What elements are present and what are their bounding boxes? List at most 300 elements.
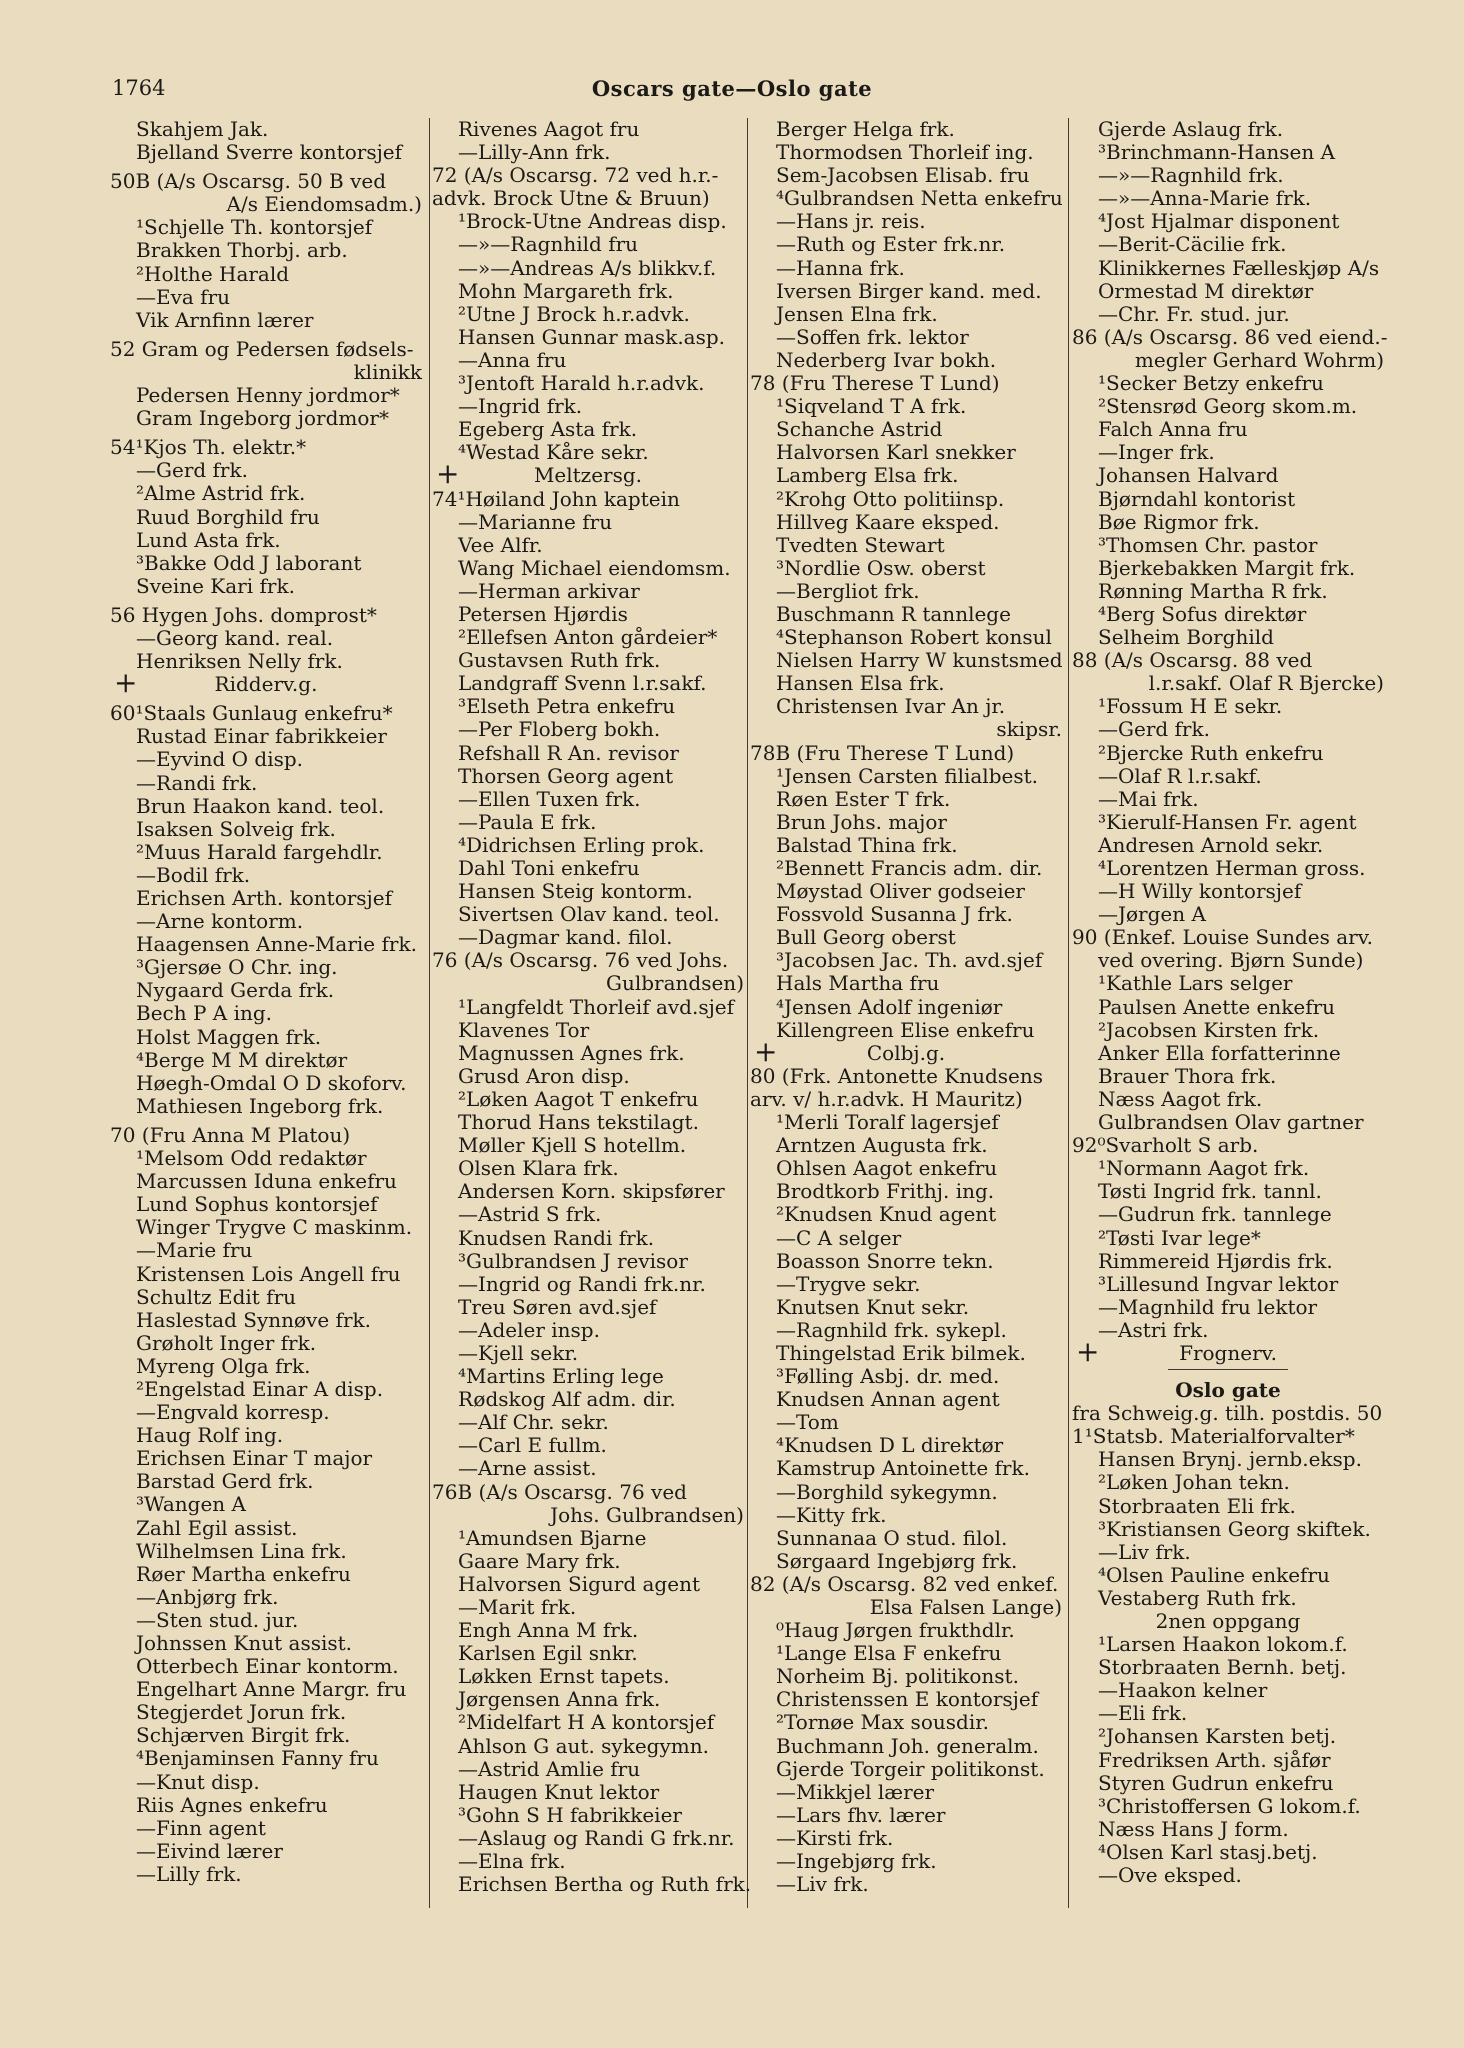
resident-entry: Bull Georg oberst	[776, 925, 956, 950]
resident-entry: Nederberg Ivar bokh.	[776, 347, 997, 372]
resident-entry: Brodtkorb Frithj. ing.	[776, 1179, 995, 1204]
resident-entry: Landgraff Svenn l.r.sakf.	[458, 671, 707, 696]
resident-entry: Balstad Thina frk.	[776, 832, 958, 857]
resident-entry: Paulsen Anette enkefru	[1098, 994, 1336, 1019]
resident-entry: Gram Ingeborg jordmor*	[136, 406, 389, 431]
cross-street: + Meltzersg.	[432, 464, 744, 487]
resident-entry: Christenssen E kontorsjef	[776, 1687, 1039, 1712]
resident-entry: ¹Larsen Haakon lokom.f.	[1098, 1632, 1348, 1657]
address-entry: 88 (A/s Oscarsg. 88 ved	[1072, 648, 1313, 673]
resident-entry: ²Bennett Francis adm. dir.	[776, 856, 1043, 880]
resident-entry: —Bodil frk.	[136, 862, 251, 887]
resident-entry: ³Kierulf-Hansen Fr. agent	[1098, 809, 1357, 834]
resident-entry: ²Tøsti Ivar lege*	[1098, 1225, 1261, 1250]
resident-entry: —Kjell sekr.	[458, 1340, 579, 1365]
resident-entry: —Arne assist.	[458, 1456, 597, 1481]
resident-entry: ⁴Westad Kåre sekr.	[458, 440, 649, 465]
resident-entry: Vik Arnfinn lærer	[136, 307, 314, 332]
resident-entry: Ahlson G aut. sykegymn.	[458, 1733, 709, 1758]
resident-entry: ³Christoffersen G lokom.f.	[1098, 1793, 1361, 1818]
resident-entry: —Soffen frk. lektor	[776, 324, 969, 349]
resident-entry: Rødskog Alf adm. dir.	[458, 1387, 676, 1412]
resident-entry: Mohn Margareth frk.	[458, 278, 674, 303]
resident-entry: ⁴Berge M M direktør	[136, 1047, 348, 1072]
resident-entry: Ruud Borghild fru	[136, 504, 320, 529]
resident-entry: —Berit-Cäcilie frk.	[1098, 232, 1287, 257]
resident-entry: Høegh-Omdal O D skoforv.	[136, 1070, 407, 1095]
resident-entry: Selheim Borghild	[1098, 625, 1274, 650]
resident-entry: —Haakon kelner	[1098, 1678, 1268, 1703]
address-entry: 70 (Fru Anna M Platou)	[110, 1122, 351, 1147]
resident-entry: ¹Secker Betzy enkefru	[1098, 371, 1324, 396]
resident-entry: Bjerkebakken Margit frk.	[1098, 555, 1356, 580]
resident-entry: ³Følling Asbj. dr. med.	[776, 1364, 1000, 1389]
resident-entry: Jensen Elna frk.	[776, 301, 938, 326]
column-divider	[429, 118, 430, 1908]
resident-entry: Holst Maggen frk.	[136, 1024, 322, 1049]
resident-entry: —Aslaug og Randi G frk.nr.	[458, 1825, 735, 1850]
resident-entry: —Bergliot frk.	[776, 578, 920, 603]
resident-entry: Kamstrup Antoinette frk.	[776, 1456, 1030, 1481]
resident-entry: ¹Schjelle Th. kontorsjef	[136, 215, 373, 240]
resident-entry: —Per Floberg bokh.	[458, 717, 661, 742]
resident-entry: ¹Merli Toralf lagersjef	[776, 1110, 999, 1135]
resident-entry: Egeberg Asta frk.	[458, 417, 638, 442]
resident-entry: —Ove eksped.	[1098, 1863, 1242, 1888]
resident-entry: Arntzen Augusta frk.	[776, 1133, 988, 1158]
column-divider	[1068, 118, 1069, 1908]
resident-entry: ⁴Didrichsen Erling prok.	[458, 832, 705, 857]
resident-entry: Hals Martha fru	[776, 971, 940, 996]
resident-entry: ²Muus Harald fargehdlr.	[136, 839, 383, 864]
resident-entry: ³Bakke Odd J laborant	[136, 550, 362, 575]
resident-entry: Næss Hans J form.	[1098, 1816, 1289, 1841]
resident-entry: Grøholt Inger frk.	[136, 1330, 317, 1355]
entry-continuation: Elsa Falsen Lange)	[869, 1595, 1062, 1619]
resident-entry: Haug Rolf ing.	[136, 1423, 284, 1448]
resident-entry: Møller Kjell S hotellm.	[458, 1133, 687, 1158]
resident-entry: —Hanna frk.	[776, 255, 905, 280]
resident-entry: Pedersen Henny jordmor*	[136, 383, 400, 408]
resident-entry: Brauer Thora frk.	[1098, 1063, 1277, 1088]
resident-entry: Klinikkernes Fælleskjøp A/s	[1098, 255, 1380, 280]
address-entry: fra Schweig.g. tilh. postdis. 50	[1072, 1401, 1383, 1426]
resident-entry: Halvorsen Karl snekker	[776, 440, 1016, 465]
resident-entry: Gjerde Aslaug frk.	[1098, 117, 1284, 141]
resident-entry: Barstad Gerd frk.	[136, 1469, 314, 1494]
resident-entry: —»—Ragnhild frk.	[1098, 163, 1284, 188]
resident-entry: —Alf Chr. sekr.	[458, 1410, 609, 1435]
resident-entry: —Marie fru	[136, 1238, 253, 1263]
resident-entry: —Finn agent	[136, 1815, 266, 1840]
resident-entry: —Engvald korresp.	[136, 1400, 330, 1425]
resident-entry: Klavenes Tor	[458, 1017, 590, 1042]
resident-entry: Killengreen Elise enkefru	[776, 1017, 1035, 1042]
resident-entry: —Eyvind O disp.	[136, 747, 304, 772]
entry-continuation: Johs. Gulbrandsen)	[550, 1502, 744, 1527]
address-entry: 76B (A/s Oscarsg. 76 ved	[432, 1479, 687, 1504]
resident-entry: ⁴Jensen Adolf ingeniør	[776, 994, 1003, 1019]
resident-entry: Norheim Bj. politikonst.	[776, 1664, 1019, 1689]
resident-entry: —Kirsti frk.	[776, 1825, 894, 1850]
resident-entry: —Ragnhild frk. sykepl.	[776, 1317, 1007, 1342]
resident-entry: Nielsen Harry W kunstsmed	[776, 648, 1063, 673]
resident-entry: ¹Langfeldt Thorleif avd.sjef	[458, 994, 735, 1019]
resident-entry: Henriksen Nelly frk.	[136, 649, 343, 674]
resident-entry: Thormodsen Thorleif ing.	[776, 140, 1034, 165]
resident-entry: —Hans jr. reis.	[776, 209, 926, 234]
resident-entry: Iversen Birger kand. med.	[776, 278, 1042, 303]
resident-entry: ⁴Martins Erling lege	[458, 1364, 664, 1389]
resident-entry: Røen Ester T frk.	[776, 786, 951, 811]
resident-entry: —Gerd frk.	[136, 458, 248, 483]
resident-entry: Haslestad Synnøve frk.	[136, 1307, 371, 1332]
resident-entry: Knudsen Annan agent	[776, 1387, 1000, 1412]
resident-entry: ³Brinchmann-Hansen A	[1098, 140, 1336, 165]
resident-entry: Erichsen Bertha og Ruth frk.	[458, 1872, 752, 1897]
resident-entry: Røer Martha enkefru	[136, 1561, 351, 1586]
resident-entry: Kristensen Lois Angell fru	[136, 1261, 401, 1286]
resident-entry: Møystad Oliver godseier	[776, 879, 1025, 904]
resident-entry: —Anbjørg frk.	[136, 1584, 279, 1609]
column-1	[110, 118, 422, 1886]
resident-entry: —Sten stud. jur.	[136, 1607, 299, 1632]
resident-entry: Fredriksen Arth. sjåfør	[1098, 1747, 1331, 1772]
resident-entry: Johnssen Knut assist.	[136, 1631, 353, 1655]
resident-entry: Næss Aagot frk.	[1098, 1086, 1263, 1111]
resident-entry: Magnussen Agnes frk.	[458, 1040, 685, 1065]
resident-entry: Falch Anna fru	[1098, 417, 1248, 442]
resident-entry: —Marit frk.	[458, 1595, 577, 1619]
resident-entry: Sivertsen Olav kand. teol.	[458, 902, 720, 927]
resident-entry: Bech P A ing.	[136, 1001, 273, 1026]
resident-entry: —Eivind lærer	[136, 1838, 283, 1863]
resident-entry: Lund Asta frk.	[136, 527, 281, 552]
cross-street: + Ridderv.g.	[110, 673, 422, 696]
resident-entry: Thorsen Georg agent	[458, 763, 674, 788]
resident-entry: ³Gohn S H fabrikkeier	[458, 1802, 682, 1827]
resident-entry: ⁴Jost Hjalmar disponent	[1098, 209, 1340, 234]
resident-entry: Anker Ella forfatterinne	[1098, 1040, 1341, 1065]
resident-entry: Bjørndahl kontorist	[1098, 486, 1296, 511]
resident-entry: ²Holthe Harald	[136, 261, 290, 286]
resident-entry: ¹Amundsen Bjarne	[458, 1525, 647, 1550]
street-heading: Oslo gate	[1175, 1378, 1281, 1403]
resident-entry: Rønning Martha R frk.	[1098, 578, 1328, 603]
resident-entry: ³Jentoft Harald h.r.advk.	[458, 371, 705, 396]
resident-entry: Hansen Gunnar mask.asp.	[458, 324, 726, 349]
resident-entry: Nygaard Gerda frk.	[136, 978, 335, 1003]
resident-entry: Boasson Snorre tekn.	[776, 1248, 994, 1273]
resident-entry: —Anna fru	[458, 347, 567, 372]
resident-entry: —Eva fru	[136, 284, 231, 309]
resident-entry: Vestaberg Ruth frk.	[1098, 1585, 1297, 1610]
resident-entry: —Astri frk.	[1098, 1317, 1209, 1342]
resident-entry: ²Engelstad Einar A disp.	[136, 1376, 384, 1401]
address-entry: 78 (Fru Therese T Lund)	[750, 371, 1000, 396]
cross-street: + Frognerv.	[1072, 1342, 1384, 1365]
resident-entry: Rustad Einar fabrikkeier	[136, 724, 387, 749]
resident-entry: Thorud Hans tekstilagt.	[458, 1110, 699, 1135]
resident-entry: Hansen Brynj. jernb.eksp.	[1098, 1447, 1362, 1472]
resident-entry: Brakken Thorbj. arb.	[136, 238, 348, 263]
resident-entry: Haugen Knut lektor	[458, 1779, 660, 1804]
resident-entry: —Liv frk.	[776, 1872, 869, 1897]
resident-entry: —Gudrun frk. tannlege	[1098, 1202, 1332, 1227]
resident-entry: Zahl Egil assist.	[136, 1515, 298, 1540]
address-entry: 50B (A/s Oscarsg. 50 B ved	[110, 169, 387, 194]
address-entry: 1¹Statsb. Materialforvalter*	[1072, 1424, 1355, 1449]
resident-entry: Winger Trygve C maskinm.	[136, 1215, 413, 1240]
address-entry: 90 (Enkef. Louise Sundes arv.	[1072, 925, 1373, 950]
address-entry: 76 (A/s Oscarsg. 76 ved Johs.	[432, 948, 729, 973]
resident-entry: Storbraaten Eli frk.	[1098, 1493, 1296, 1518]
address-entry: 72 (A/s Oscarsg. 72 ved h.r.-	[432, 163, 719, 188]
resident-entry: Bøe Rigmor frk.	[1098, 509, 1260, 534]
resident-entry: Myreng Olga frk.	[136, 1353, 311, 1378]
entry-continuation: klinikk	[353, 359, 422, 384]
resident-entry: Berger Helga frk.	[776, 117, 955, 141]
resident-entry: Lund Sophus kontorsjef	[136, 1192, 378, 1217]
cross-street: + Colbj.g.	[750, 1042, 1062, 1065]
resident-entry: —Lars fhv. lærer	[776, 1802, 946, 1827]
resident-entry: ²Jacobsen Kirsten frk.	[1098, 1017, 1320, 1042]
resident-entry: —Eli frk.	[1098, 1701, 1188, 1726]
column-2	[432, 117, 752, 1897]
resident-entry: Ormestad M direktør	[1098, 278, 1314, 303]
resident-entry: ²Stensrød Georg skom.m.	[1098, 394, 1358, 419]
address-entry: 78B (Fru Therese T Lund)	[750, 740, 1015, 765]
resident-entry: ¹Fossum H E sekr.	[1098, 694, 1283, 719]
resident-entry: ³Lillesund Ingvar lektor	[1098, 1271, 1339, 1296]
resident-entry: Wang Michael eiendomsm.	[458, 555, 731, 580]
resident-entry: ¹Normann Aagot frk.	[1098, 1156, 1310, 1181]
resident-entry: Styren Gudrun enkefru	[1098, 1770, 1334, 1795]
resident-entry: —Tom	[776, 1410, 839, 1435]
resident-entry: ³Nordlie Osw. oberst	[776, 555, 986, 580]
resident-entry: ¹Melsom Odd redaktør	[136, 1146, 367, 1171]
resident-entry: —Knut disp.	[136, 1769, 260, 1794]
resident-entry: Erichsen Arth. kontorsjef	[136, 886, 392, 910]
resident-entry: ²Utne J Brock h.r.advk.	[458, 301, 690, 326]
resident-entry: ³Elseth Petra enkefru	[458, 694, 676, 719]
resident-entry: ³Jacobsen Jac. Th. avd.sjef	[776, 948, 1043, 973]
resident-entry: Skahjem Jak.	[136, 117, 269, 141]
resident-entry: Engh Anna M frk.	[458, 1618, 639, 1643]
resident-entry: ²Midelfart H A kontorsjef	[458, 1710, 715, 1735]
resident-entry: Mathiesen Ingeborg frk.	[136, 1093, 384, 1118]
resident-entry: —Elna frk.	[458, 1849, 566, 1874]
resident-entry: —Marianne fru	[458, 509, 613, 534]
address-entry: arv. v/ h.r.advk. H Mauritz)	[750, 1086, 1023, 1111]
resident-entry: —Astrid Amlie fru	[458, 1756, 641, 1781]
resident-entry: ²Krohg Otto politiinsp.	[776, 486, 1005, 511]
resident-entry: ³Gulbrandsen J revisor	[458, 1248, 688, 1273]
resident-entry: ¹Lange Elsa F enkefru	[776, 1641, 1002, 1666]
resident-entry: ⁴Olsen Pauline enkefru	[1098, 1562, 1330, 1587]
section-note: 2nen oppgang	[1155, 1609, 1301, 1633]
address-entry: 52 Gram og Pedersen fødsels-	[110, 336, 414, 361]
resident-entry: Lamberg Elsa frk.	[776, 463, 959, 488]
resident-entry: Brun Johs. major	[776, 809, 947, 834]
resident-entry: Sunnanaa O stud. filol.	[776, 1525, 1008, 1550]
resident-entry: Olsen Klara frk.	[458, 1156, 619, 1181]
resident-entry: Tvedten Stewart	[776, 532, 945, 557]
resident-entry: ²Alme Astrid frk.	[136, 481, 306, 506]
resident-entry: Haagensen Anne-Marie frk.	[136, 932, 417, 957]
resident-entry: Schanche Astrid	[776, 417, 943, 442]
resident-entry: —Borghild sykegymn.	[776, 1479, 998, 1504]
resident-entry: —Trygve sekr.	[776, 1271, 921, 1296]
resident-entry: Isaksen Solveig frk.	[136, 816, 336, 841]
resident-entry: ³Wangen A	[136, 1492, 246, 1517]
resident-entry: ⁴Olsen Karl stasj.betj.	[1098, 1839, 1318, 1864]
resident-entry: —Carl E fullm.	[458, 1433, 607, 1458]
resident-entry: ³Kristiansen Georg skiftek.	[1098, 1516, 1371, 1541]
resident-entry: ²Knudsen Knud agent	[776, 1202, 997, 1227]
resident-entry: Sem-Jacobsen Elisab. fru	[776, 163, 1030, 188]
resident-entry: ²Ellefsen Anton gårdeier*	[458, 625, 718, 650]
resident-entry: ³Thomsen Chr. pastor	[1098, 532, 1318, 557]
resident-entry: —Ingrid frk.	[458, 394, 583, 419]
resident-entry: Andresen Arnold sekr.	[1098, 832, 1324, 857]
resident-entry: —Ellen Tuxen frk.	[458, 786, 641, 811]
resident-entry: ²Tornøe Max sousdir.	[776, 1710, 989, 1735]
resident-entry: ²Bjercke Ruth enkefru	[1098, 740, 1324, 765]
resident-entry: Fossvold Susanna J frk.	[776, 902, 1013, 927]
resident-entry: ⁴Lorentzen Herman gross.	[1098, 856, 1366, 880]
resident-entry: —Chr. Fr. stud. jur.	[1098, 301, 1290, 326]
resident-entry: —Magnhild fru lektor	[1098, 1294, 1318, 1319]
address-entry: 60¹Staals Gunlaug enkefru*	[110, 701, 393, 726]
resident-entry: Storbraaten Bernh. betj.	[1098, 1655, 1347, 1680]
resident-entry: —Lilly-Ann frk.	[458, 140, 611, 165]
resident-entry: Treu Søren avd.sjef	[458, 1294, 657, 1319]
resident-entry: —Arne kontorm.	[136, 909, 304, 934]
resident-entry: ¹Jensen Carsten filialbest.	[776, 763, 1039, 788]
resident-entry: Hillveg Kaare eksped.	[776, 509, 1000, 534]
resident-entry: ⁴Gulbrandsen Netta enkefru	[776, 186, 1063, 211]
resident-entry: Otterbech Einar kontorm.	[136, 1654, 399, 1679]
address-entry: 86 (A/s Oscarsg. 86 ved eiend.-	[1072, 324, 1388, 349]
resident-entry: Johansen Halvard	[1098, 463, 1279, 488]
resident-entry: Refshall R An. revisor	[458, 740, 679, 765]
resident-entry: Thingelstad Erik bilmek.	[776, 1340, 1026, 1365]
resident-entry: —Ruth og Ester frk.nr.	[776, 232, 1006, 257]
resident-entry: Schjærven Birgit frk.	[136, 1723, 351, 1748]
resident-entry: Knudsen Randi frk.	[458, 1225, 655, 1250]
resident-entry: —Adeler insp.	[458, 1317, 600, 1342]
resident-entry: Hansen Elsa frk.	[776, 671, 945, 696]
address-entry: 80 (Frk. Antonette Knudsens	[750, 1063, 1044, 1088]
resident-entry: ⁴Berg Sofus direktør	[1098, 601, 1307, 626]
resident-entry: —Inger frk.	[1098, 440, 1215, 465]
resident-entry: Petersen Hjørdis	[458, 601, 628, 626]
resident-entry: Stegjerdet Jorun frk.	[136, 1700, 347, 1725]
resident-entry: —Lilly frk.	[136, 1861, 242, 1886]
resident-entry: ³Gjersøe O Chr. ing.	[136, 955, 338, 980]
resident-entry: Bjelland Sverre kontorsjef	[136, 140, 403, 165]
resident-entry: Gaare Mary frk.	[458, 1548, 621, 1573]
resident-entry: —H Willy kontorsjef	[1098, 879, 1302, 904]
resident-entry: Riis Agnes enkefru	[136, 1792, 328, 1817]
resident-entry: —Mai frk.	[1098, 786, 1199, 811]
resident-entry: Løkken Ernst tapets.	[458, 1664, 670, 1689]
resident-entry: —»—Ragnhild fru	[458, 232, 639, 257]
entry-continuation: l.r.sakf. Olaf R Bjercke)	[1148, 671, 1384, 696]
resident-entry: Jørgensen Anna frk.	[458, 1687, 661, 1712]
address-entry: 82 (A/s Oscarsg. 82 ved enkef.	[750, 1571, 1059, 1596]
resident-entry: Grusd Aron disp.	[458, 1063, 630, 1088]
address-entry: 92⁰Svarholt S arb.	[1072, 1133, 1259, 1158]
resident-entry: —Astrid S frk.	[458, 1202, 602, 1227]
resident-entry: —Dagmar kand. filol.	[458, 925, 673, 950]
resident-entry: —»—Anna-Marie frk.	[1098, 186, 1312, 211]
resident-entry: ¹Siqveland T A frk.	[776, 394, 967, 419]
address-entry: 54¹Kjos Th. elektr.*	[110, 435, 307, 460]
resident-entry: Erichsen Einar T major	[136, 1446, 373, 1471]
resident-entry: ⁴Knudsen D L direktør	[776, 1433, 1004, 1458]
resident-entry: ¹Kathle Lars selger	[1098, 971, 1293, 996]
resident-entry: Buschmann R tannlege	[776, 601, 1011, 626]
resident-entry: Marcussen Iduna enkefru	[136, 1169, 397, 1194]
entry-continuation: Gulbrandsen)	[605, 971, 744, 996]
resident-entry: Sørgaard Ingebjørg frk.	[776, 1548, 1018, 1573]
resident-entry: ²Johansen Karsten betj.	[1098, 1724, 1337, 1749]
resident-entry: ²Løken Aagot T enkefru	[458, 1086, 699, 1111]
resident-entry: Rivenes Aagot fru	[458, 117, 640, 141]
resident-entry: Sveine Kari frk.	[136, 573, 295, 598]
column-3	[750, 118, 1062, 1896]
page-title: Oscars gate—Oslo gate	[591, 76, 873, 101]
column-4	[1072, 117, 1388, 1888]
resident-entry: —Olaf R l.r.sakf.	[1098, 763, 1262, 788]
resident-entry: Engelhart Anne Margr. fru	[136, 1677, 407, 1702]
resident-entry: Christensen Ivar An jr.	[776, 694, 1006, 719]
column-divider	[747, 118, 748, 1908]
resident-entry: Brun Haakon kand. teol.	[136, 793, 385, 818]
resident-entry: —C A selger	[776, 1225, 902, 1250]
resident-entry: —Mikkjel lærer	[776, 1779, 935, 1804]
entry-continuation: A/s Eiendomsadm.)	[226, 192, 422, 217]
resident-entry: —Paula E frk.	[458, 809, 597, 834]
resident-entry: —»—Andreas A/s blikkv.f.	[458, 255, 717, 280]
resident-entry: Vee Alfr.	[458, 532, 543, 557]
resident-entry: —Kitty frk.	[776, 1502, 887, 1527]
resident-entry: Schultz Edit fru	[136, 1284, 297, 1309]
resident-entry: —Georg kand. real.	[136, 625, 334, 650]
resident-entry: ⁰Haug Jørgen frukthdlr.	[776, 1618, 1015, 1643]
resident-entry: —Randi frk.	[136, 770, 258, 795]
resident-entry: —Gerd frk.	[1098, 717, 1210, 742]
resident-entry: —Herman arkivar	[458, 578, 640, 603]
resident-entry: Gjerde Torgeir politikonst.	[776, 1756, 1045, 1781]
resident-entry: Rimmereid Hjørdis frk.	[1098, 1248, 1333, 1273]
address-entry: advk. Brock Utne & Bruun)	[432, 186, 710, 211]
resident-entry: Knutsen Knut sekr.	[776, 1294, 970, 1319]
page-number: 1764	[112, 76, 166, 100]
resident-entry: Gulbrandsen Olav gartner	[1098, 1110, 1364, 1135]
address-entry: 74¹Høiland John kaptein	[432, 486, 680, 511]
resident-entry: —Ingebjørg frk.	[776, 1849, 937, 1874]
resident-entry: Ohlsen Aagot enkefru	[776, 1156, 998, 1181]
resident-entry: Hansen Steig kontorm.	[458, 879, 693, 904]
resident-entry: Karlsen Egil snkr.	[458, 1641, 638, 1666]
resident-entry: Wilhelmsen Lina frk.	[136, 1538, 347, 1563]
entry-continuation: megler Gerhard Wohrm)	[1134, 347, 1384, 372]
resident-entry: Buchmann Joh. generalm.	[776, 1733, 1039, 1758]
resident-entry: ²Løken Johan tekn.	[1098, 1470, 1290, 1495]
